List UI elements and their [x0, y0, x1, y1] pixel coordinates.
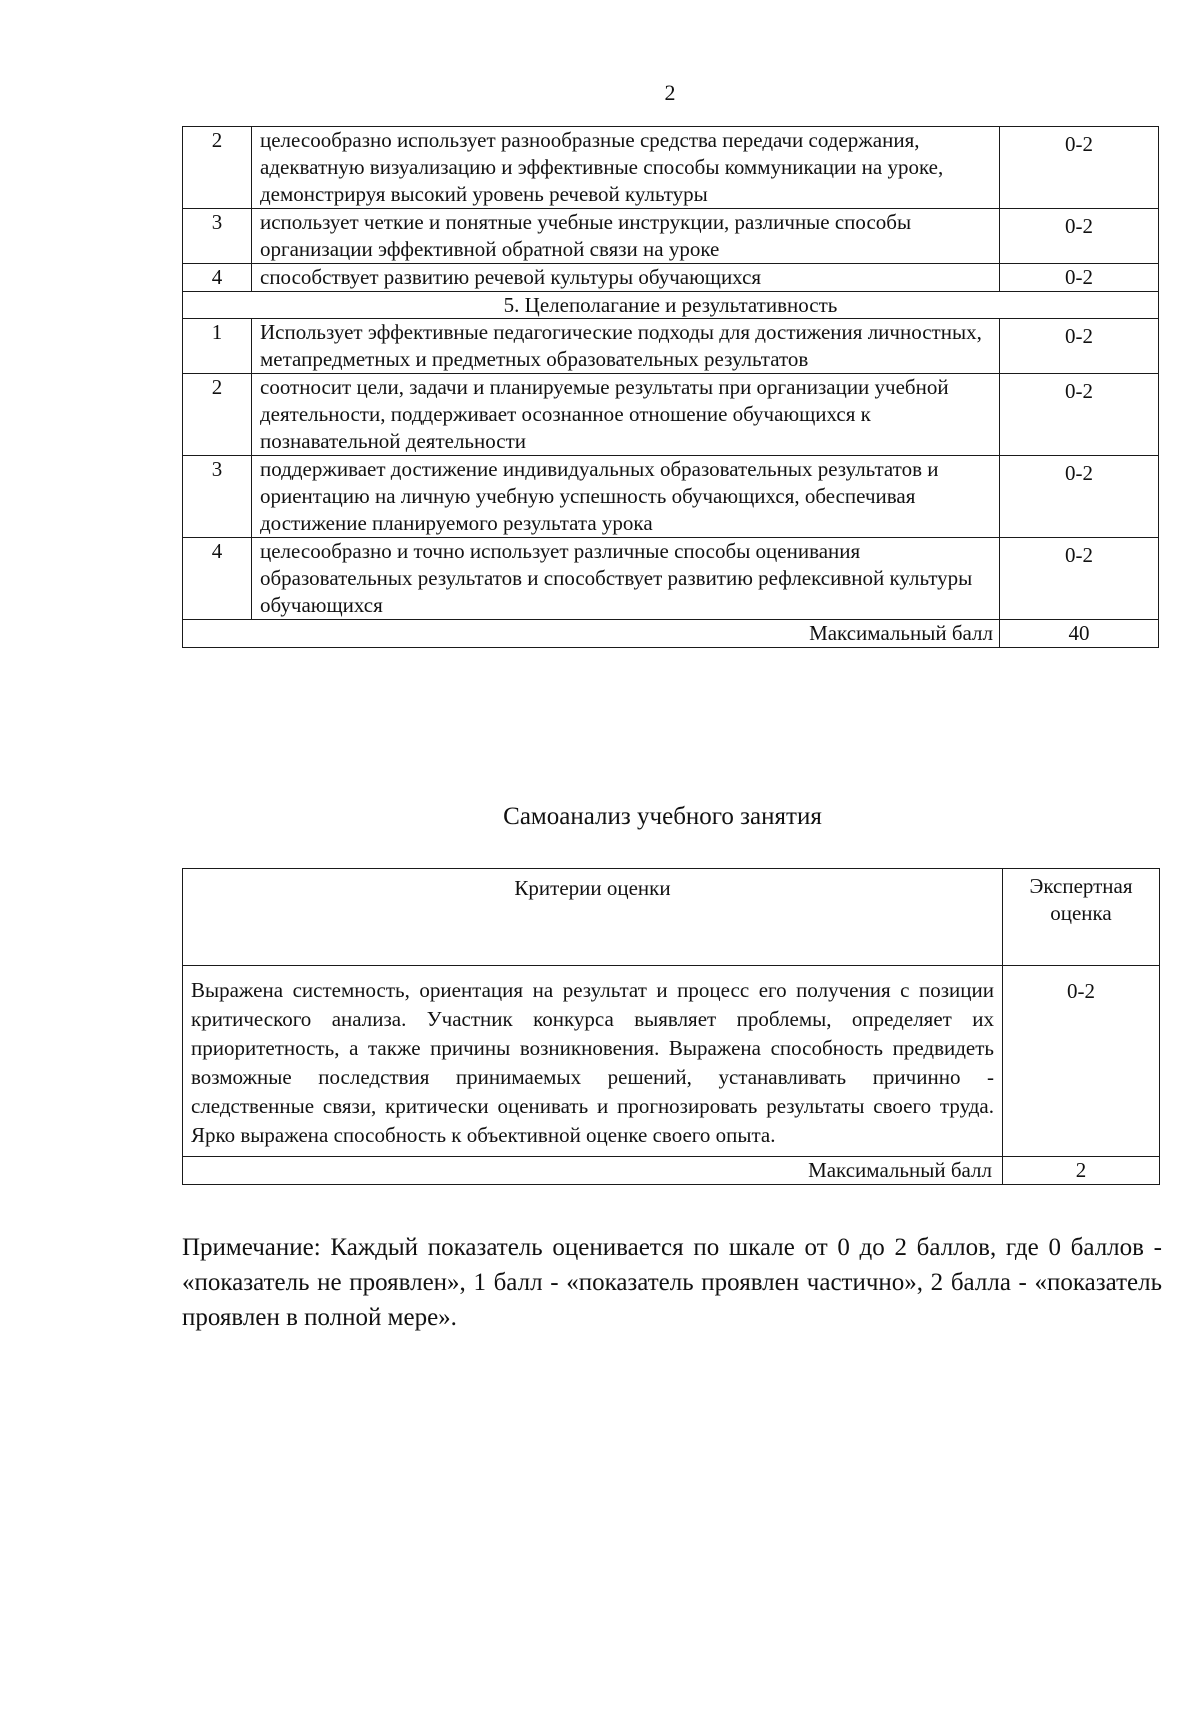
table-row [183, 264, 1159, 292]
score-range: 0-2 [1003, 966, 1160, 1157]
criterion-text: способствует развитию речевой культуры обучающихся [252, 264, 1000, 292]
total-row [183, 620, 1159, 648]
table-row [183, 374, 1159, 456]
page-number: 2 [664, 80, 676, 105]
score-range: 0-2 [1000, 319, 1159, 374]
criterion-text: Выражена системность, ориентация на результат и процесс его получения с позиции критического анализа. Участник конкурса выявляет проблемы, определяет их приоритетность, а также причины возникновения. Выражена способность предвидеть возможные последствия принимаемых решений, устанавливать причинно - следственные связи, критически оценивать и прогнозировать результаты своего труда. Ярко выражена способность к объективной оценке своего опыта. [183, 966, 1003, 1157]
table-row [183, 966, 1160, 1157]
table-row [183, 319, 1159, 374]
header-expert-score: Экспертная оценка [1003, 869, 1160, 966]
table-header-row [183, 869, 1160, 966]
criterion-text: Использует эффективные педагогические подходы для достижения личностных, метапредметных и предметных образовательных результатов [252, 319, 1000, 374]
row-number: 2 [183, 374, 252, 456]
row-number: 1 [183, 319, 252, 374]
row-number: 4 [183, 264, 252, 292]
section-title: 5. Целеполагание и результативность [183, 292, 1159, 319]
score-range: 0-2 [1000, 538, 1159, 620]
footnote: Примечание: Каждый показатель оценивается по шкале от 0 до 2 баллов, где 0 баллов - «показатель не проявлен», 1 балл - «показатель проявлен частично», 2 балла - «показатель проявлен в полной мере». [182, 1234, 1162, 1331]
total-label: Максимальный балл [183, 620, 1000, 648]
total-label: Максимальный балл [183, 1157, 1003, 1185]
criterion-text: целесообразно и точно использует различные способы оценивания образовательных результатов и способствует развитию рефлексивной культуры обучающихся [252, 538, 1000, 620]
criteria-table [182, 126, 1159, 648]
table-row [183, 209, 1159, 264]
row-number: 2 [183, 127, 252, 209]
total-value: 40 [1000, 620, 1159, 648]
section-row [183, 292, 1159, 319]
criterion-text: поддерживает достижение индивидуальных образовательных результатов и ориентацию на личную учебную успешность обучающихся, обеспечивая достижение планируемого результата урока [252, 456, 1000, 538]
criterion-text: целесообразно использует разнообразные средства передачи содержания, адекватную визуализацию и эффективные способы коммуникации на уроке, демонстрируя высокий уровень речевой культуры [252, 127, 1000, 209]
table-row [183, 456, 1159, 538]
self-analysis-table [182, 868, 1160, 1185]
total-row [183, 1157, 1160, 1185]
row-number: 4 [183, 538, 252, 620]
row-number: 3 [183, 209, 252, 264]
row-number: 3 [183, 456, 252, 538]
criterion-text: использует четкие и понятные учебные инструкции, различные способы организации эффективной обратной связи на уроке [252, 209, 1000, 264]
header-criteria: Критерии оценки [183, 869, 1003, 966]
section-heading: Самоанализ учебного занятия [503, 803, 822, 830]
score-range: 0-2 [1000, 456, 1159, 538]
score-range: 0-2 [1000, 374, 1159, 456]
score-range: 0-2 [1000, 264, 1159, 292]
table-row [183, 127, 1159, 209]
total-value: 2 [1003, 1157, 1160, 1185]
criterion-text: соотносит цели, задачи и планируемые результаты при организации учебной деятельности, поддерживает осознанное отношение обучающихся к познавательной деятельности [252, 374, 1000, 456]
table-row [183, 538, 1159, 620]
score-range: 0-2 [1000, 127, 1159, 209]
score-range: 0-2 [1000, 209, 1159, 264]
